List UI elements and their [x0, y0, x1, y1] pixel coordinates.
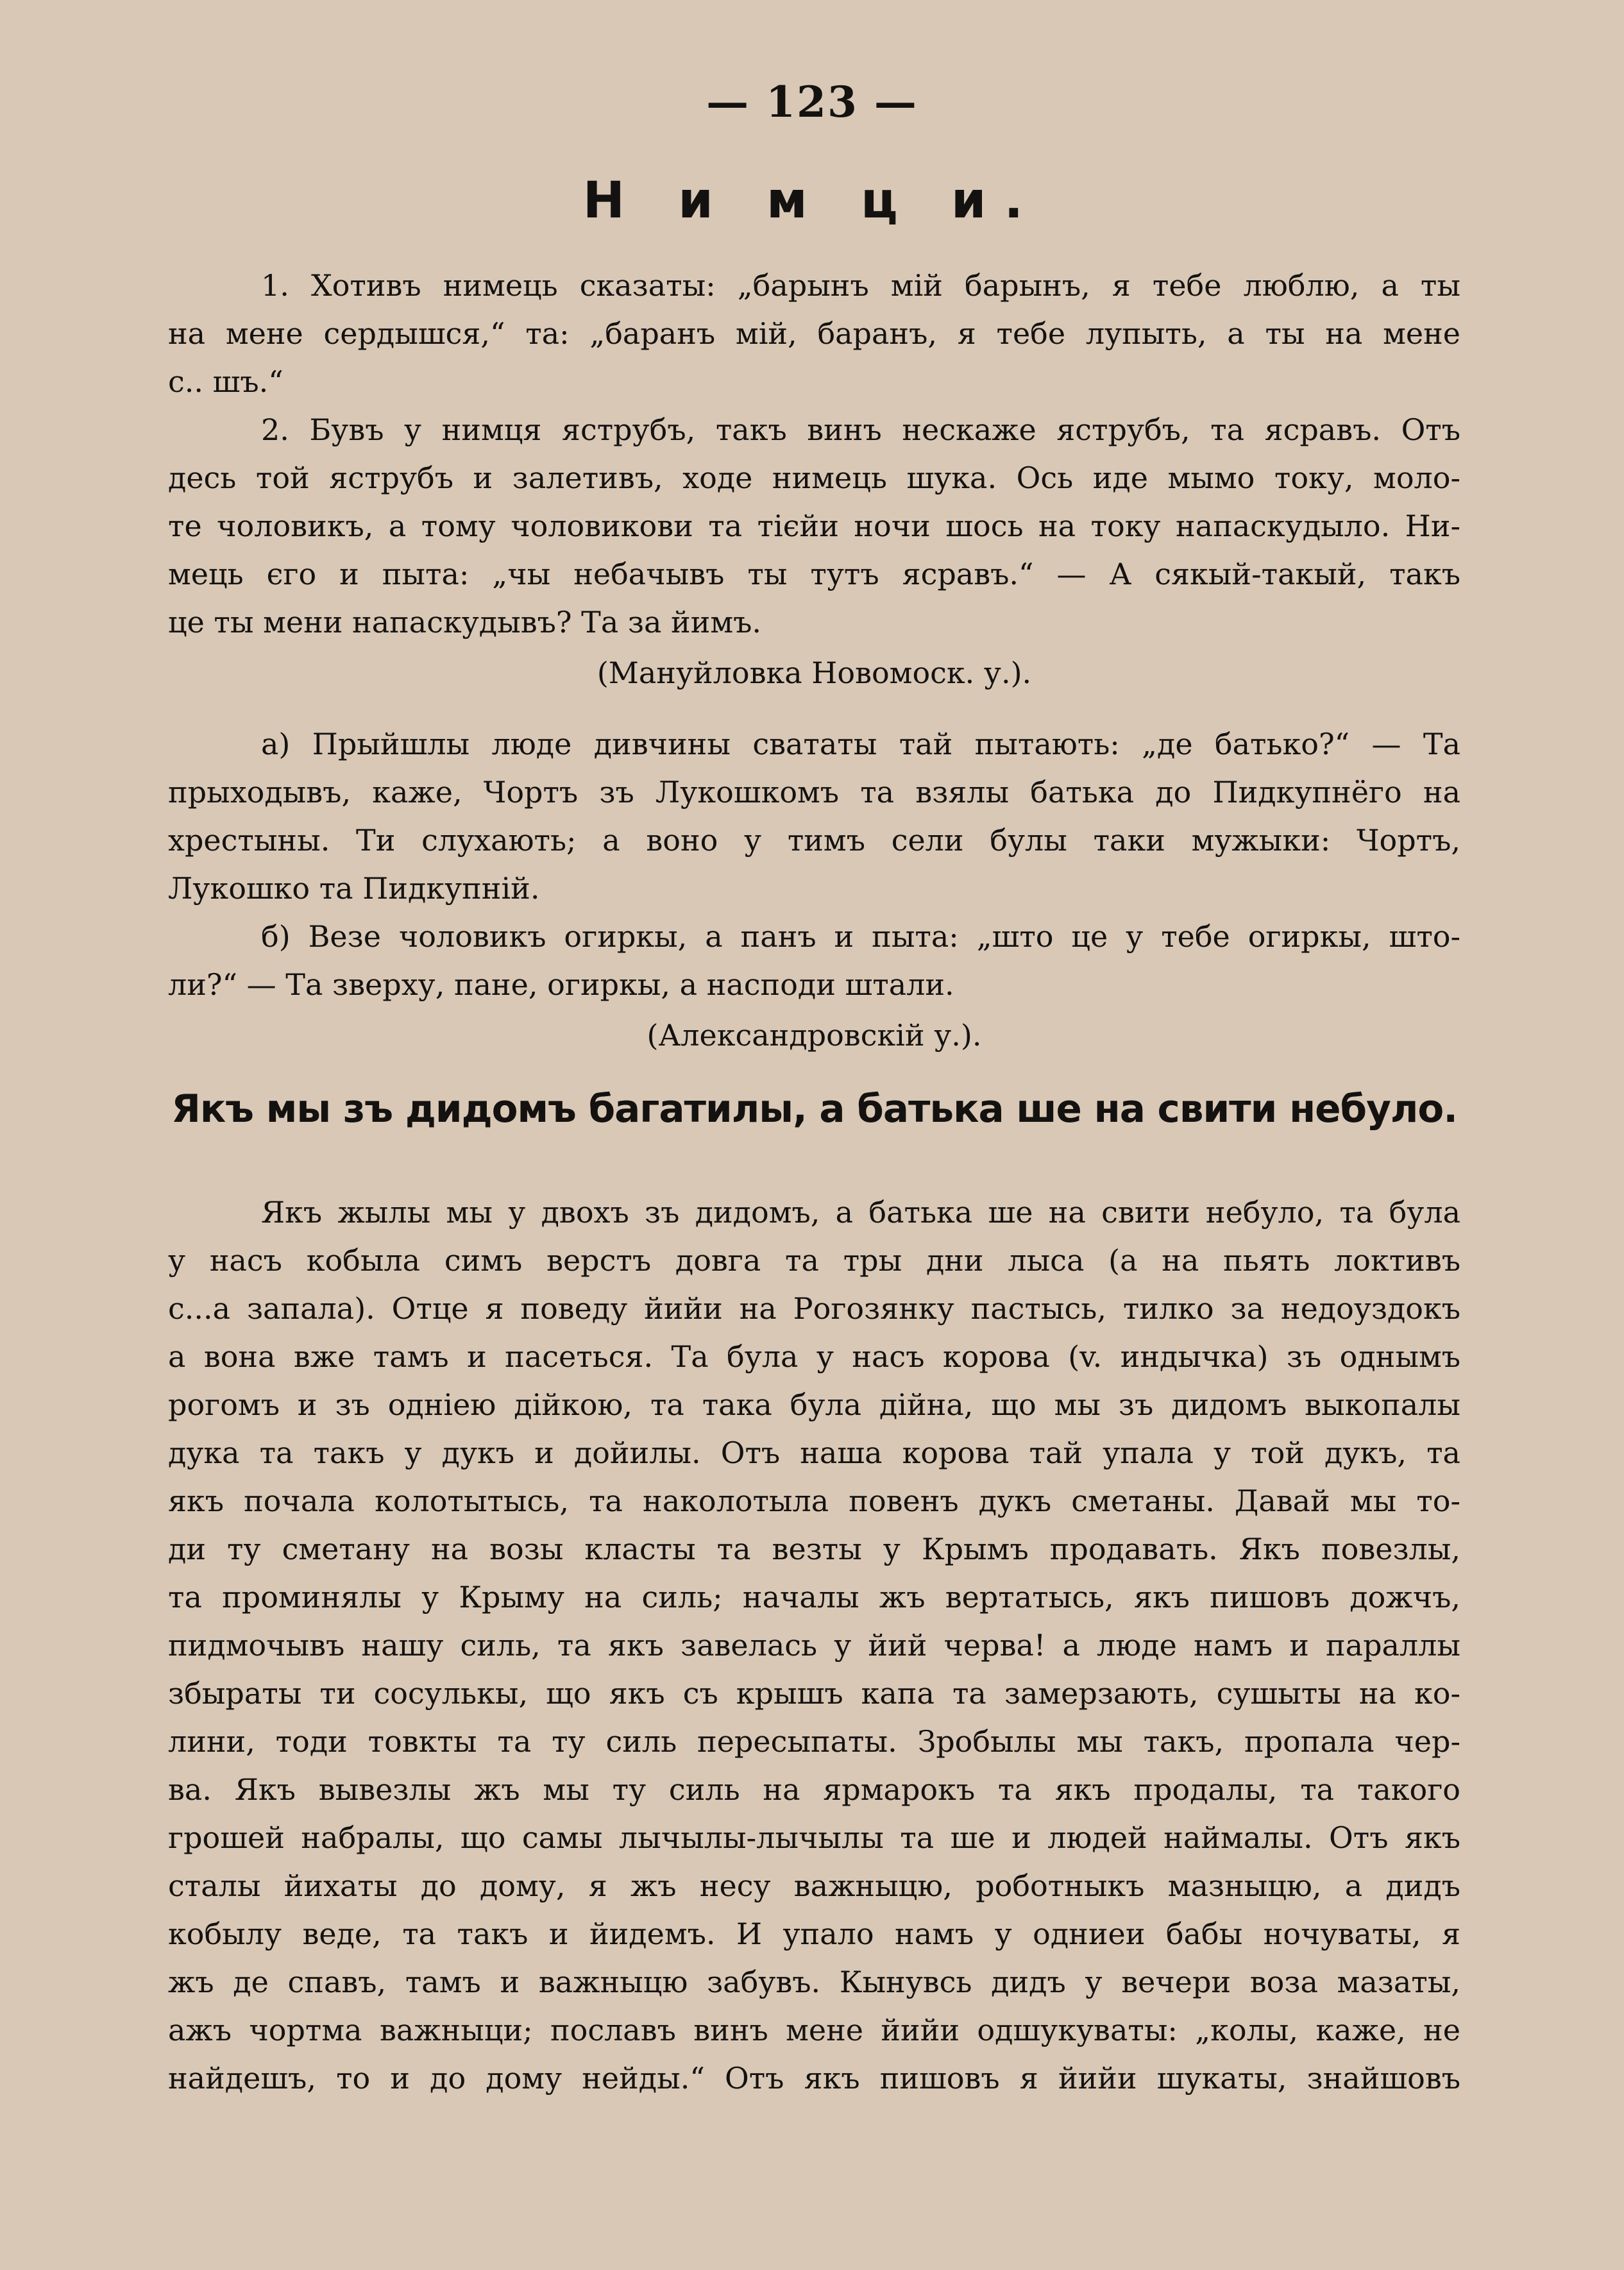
text-line: у насъ кобыла симъ верстъ довга та тры дни лыса (а на пьять локтивъ — [168, 1243, 1460, 1278]
section-title-nimtsi: Н и м ц и. — [582, 172, 1042, 230]
text-line: ажъ чортма важныци; пославъ винъ мене йийи одшукуваты: „колы, каже, не — [168, 2013, 1460, 2047]
text-line: пидмочывъ нашу силь, та якъ завелась у йий черва! а люде намъ и параллы — [168, 1628, 1460, 1663]
text-line: жъ де спавъ, тамъ и важныцю забувъ. Кынувсь дидъ у вечери воза мазаты, — [168, 1965, 1460, 1999]
section-story — [168, 1189, 1460, 2103]
text-line: Якъ жылы мы у двохъ зъ дидомъ, а батька ше на свити небуло, та була — [261, 1195, 1460, 1230]
text-line: Лукошко та Пидкупній. — [168, 871, 540, 906]
text-line: ва. Якъ вывезлы жъ мы ту силь на ярмарокъ та якъ продалы, та такого — [168, 1772, 1460, 1807]
source-note: (Александровскій у.). — [647, 1018, 982, 1053]
text-line: на мене сердышся,“ та: „баранъ мій, баранъ, я тебе лупыть, а ты на мене — [168, 316, 1460, 351]
text-line: б) Везе чоловикъ огиркы, а панъ и пыта: „што це у тебе огиркы, што- — [261, 919, 1460, 954]
text-line: а) Прыйшлы люде дивчины свататы тай пытають: „де батько?“ — Та — [261, 727, 1460, 761]
text-line: грошей набралы, що самы лычылы-лычылы та ше и людей наймалы. Отъ якъ — [168, 1820, 1460, 1855]
page-number: — 123 — — [706, 77, 918, 127]
text-line: хрестыны. Ти слухають; а воно у тимъ сели булы таки мужыки: Чортъ, — [168, 823, 1460, 858]
text-line: те чоловикъ, а тому чоловикови та тієйи ночи шось на току напаскудыло. Ни- — [168, 509, 1460, 543]
text-line: це ты мени напаскудывъ? Та за йимъ. — [168, 605, 762, 639]
text-line: а вона вже тамъ и пасеться. Та була у насъ корова (v. индычка) зъ однымъ — [168, 1339, 1460, 1374]
text-line: прыходывъ, каже, Чортъ зъ Лукошкомъ та взялы батька до Пидкупнёго на — [168, 775, 1460, 809]
text-line: якъ почала колотытысь, та наколотыла повенъ дукъ сметаны. Давай мы то- — [168, 1484, 1460, 1518]
source-note: (Мануйловка Новомоск. у.). — [596, 656, 1032, 690]
section-title-story: Якъ мы зъ дидомъ багатилы, а батька ше на свити небуло. — [171, 1087, 1457, 1131]
text-line: кобылу веде, та такъ и йидемъ. И упало намъ у одниеи бабы ночуваты, я — [168, 1917, 1460, 1951]
text-line: найдешъ, то и до дому нейды.“ Отъ якъ пишовъ я йийи шукаты, знайшовъ — [168, 2061, 1460, 2096]
section-nimtsi — [168, 262, 1460, 1060]
text-line: рогомъ и зъ одніею дійкою, та така була дійна, що мы зъ дидомъ выкопалы — [168, 1387, 1460, 1422]
text-line: та проминялы у Крыму на силь; началы жъ вертатысь, якъ пишовъ дожчъ, — [168, 1580, 1460, 1614]
text-line: мець єго и пыта: „чы небачывъ ты тутъ ясравъ.“ — А сякый-такый, такъ — [168, 557, 1460, 591]
text-line: ли?“ — Та зверху, пане, огиркы, а насподи штали. — [168, 967, 954, 1002]
text-line: лини, тоди товкты та ту силь пересыпаты. Зробылы мы такъ, пропала чер- — [168, 1724, 1460, 1759]
text-line: збыраты ти сосулькы, що якъ съ крышъ капа та замерзають, сушыты на ко- — [168, 1676, 1460, 1711]
text-line: сталы йихаты до дому, я жъ несу важныцю, роботныкъ мазныцю, а дидъ — [168, 1868, 1460, 1903]
text-line: десь той яструбъ и залетивъ, ходе нимець шука. Ось иде мымо току, моло- — [168, 461, 1460, 495]
text-line: с.. шъ.“ — [168, 364, 283, 399]
text-line: дука та такъ у дукъ и дойилы. Отъ наша корова тай упала у той дукъ, та — [168, 1436, 1460, 1470]
text-line: с...а запала). Отце я поведу йийи на Рогозянку пастысь, тилко за недоуздокъ — [168, 1291, 1460, 1326]
text-line: 1. Хотивъ нимець сказаты: „барынъ мій барынъ, я тебе люблю, а ты — [261, 268, 1460, 303]
text-line: ди ту сметану на возы класты та везты у Крымъ продавать. Якъ повезлы, — [168, 1532, 1460, 1566]
text-line: 2. Бувъ у нимця яструбъ, такъ винъ нескаже яструбъ, та ясравъ. Отъ — [261, 412, 1460, 447]
